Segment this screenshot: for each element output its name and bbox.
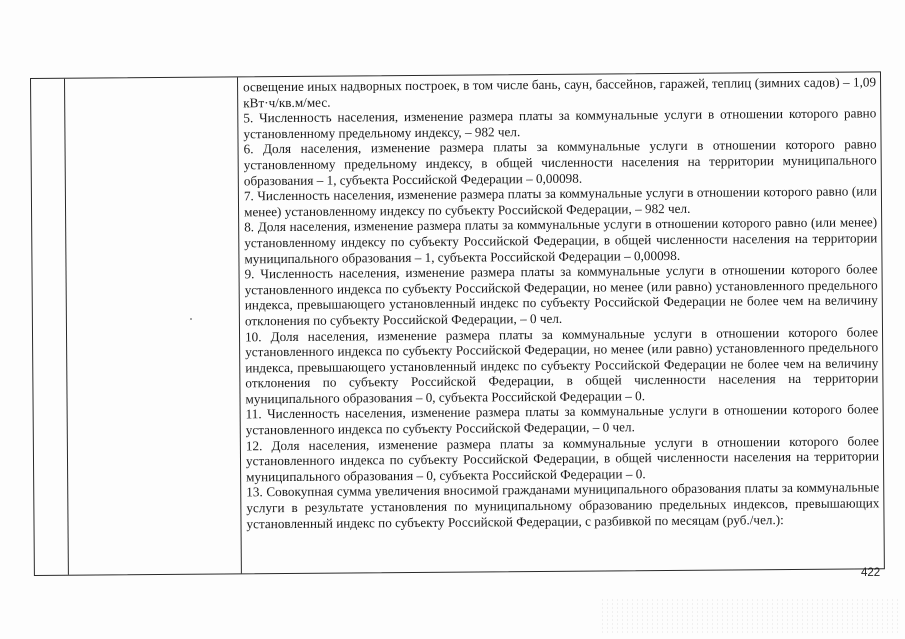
table-column-divider-2: [237, 77, 242, 573]
paragraph-item-10: 10. Доля населения, изменение размера платы за коммунальные услуги в отношении которого более установленного индекса по субъекту Российской Федерации, но менее (или равно) установленного предельного индекса, превышающего установленный индекс по субъекту Российской Федерации не более чем на величину отклонения по субъекту Российской Федерации, в общей численности населения на территории муниципального образования – 0, субъекта Российской Федерации – 0.: [244, 323, 879, 407]
paragraph-item-11: 11. Численность населения, изменение размера платы за коммунальные услуги в отношении которого более установленного индекса по субъекту Российской Федерации, – 0 чел.: [245, 401, 879, 438]
paragraph-item-6: 6. Доля населения, изменение размера платы за коммунальные услуги в отношении которого равно установленному предельному индексу, в общей численности населения на территории муниципального образования – 1, субъекта Российской Федерации – 0,00098.: [243, 136, 877, 188]
scan-speck: [190, 318, 192, 320]
paragraph-item-7: 7. Численность населения, изменение размера платы за коммунальные услуги в отношении которого равно (или менее) установленному индексу по субъекту Российской Федерации, – 982 чел.: [243, 183, 877, 220]
paragraph-item-13: 13. Совокупная сумма увеличения вносимой гражданами муниципального образования платы за коммунальные услуги в результате установления по муниципальному образованию предельных индексов, превышающих установленный индекс по субъекту Российской Федерации, с разбивкой по месяцам (руб./чел.):: [246, 479, 880, 531]
table-text-cell: [243, 74, 880, 531]
paragraph-item-8: 8. Доля населения, изменение размера платы за коммунальные услуги в отношении которого равно (или менее) установленному индексу по субъекту Российской Федерации, в общей численности населения на территории муниципального образования – 1, субъекта Российской Федерации – 0,00098.: [244, 214, 878, 266]
table-column-divider-1: [64, 79, 69, 575]
paragraph-item-9: 9. Численность населения, изменение размера платы за коммунальные услуги в отношении которого более установленного индекса по субъекту Российской Федерации, но менее (или равно) установленного предельного индекса, превышающего установленный индекс по субъекту Российской Федерации не более чем на величину отклонения по субъекту Российской Федерации, – 0 чел.: [244, 261, 878, 329]
scan-noise: [600, 598, 900, 634]
paragraph-item-12: 12. Доля населения, изменение размера платы за коммунальные услуги в отношении которого более установленного индекса по субъекту Российской Федерации, в общей численности населения на территории муниципального образования – 0, субъекта Российской Федерации – 0.: [245, 433, 880, 485]
document-table: [30, 71, 885, 576]
paragraph-item-5: 5. Численность населения, изменение размера платы за коммунальные услуги в отношении которого равно установленному предельному индексу, – 982 чел.: [243, 105, 877, 142]
paragraph-continuation: освещение иных надворных построек, в том числе бань, саун, бассейнов, гаражей, теплиц (зимних садов) – 1,09 кВт·ч/кв.м/мес.: [243, 74, 877, 110]
page-number: 422: [861, 567, 881, 579]
